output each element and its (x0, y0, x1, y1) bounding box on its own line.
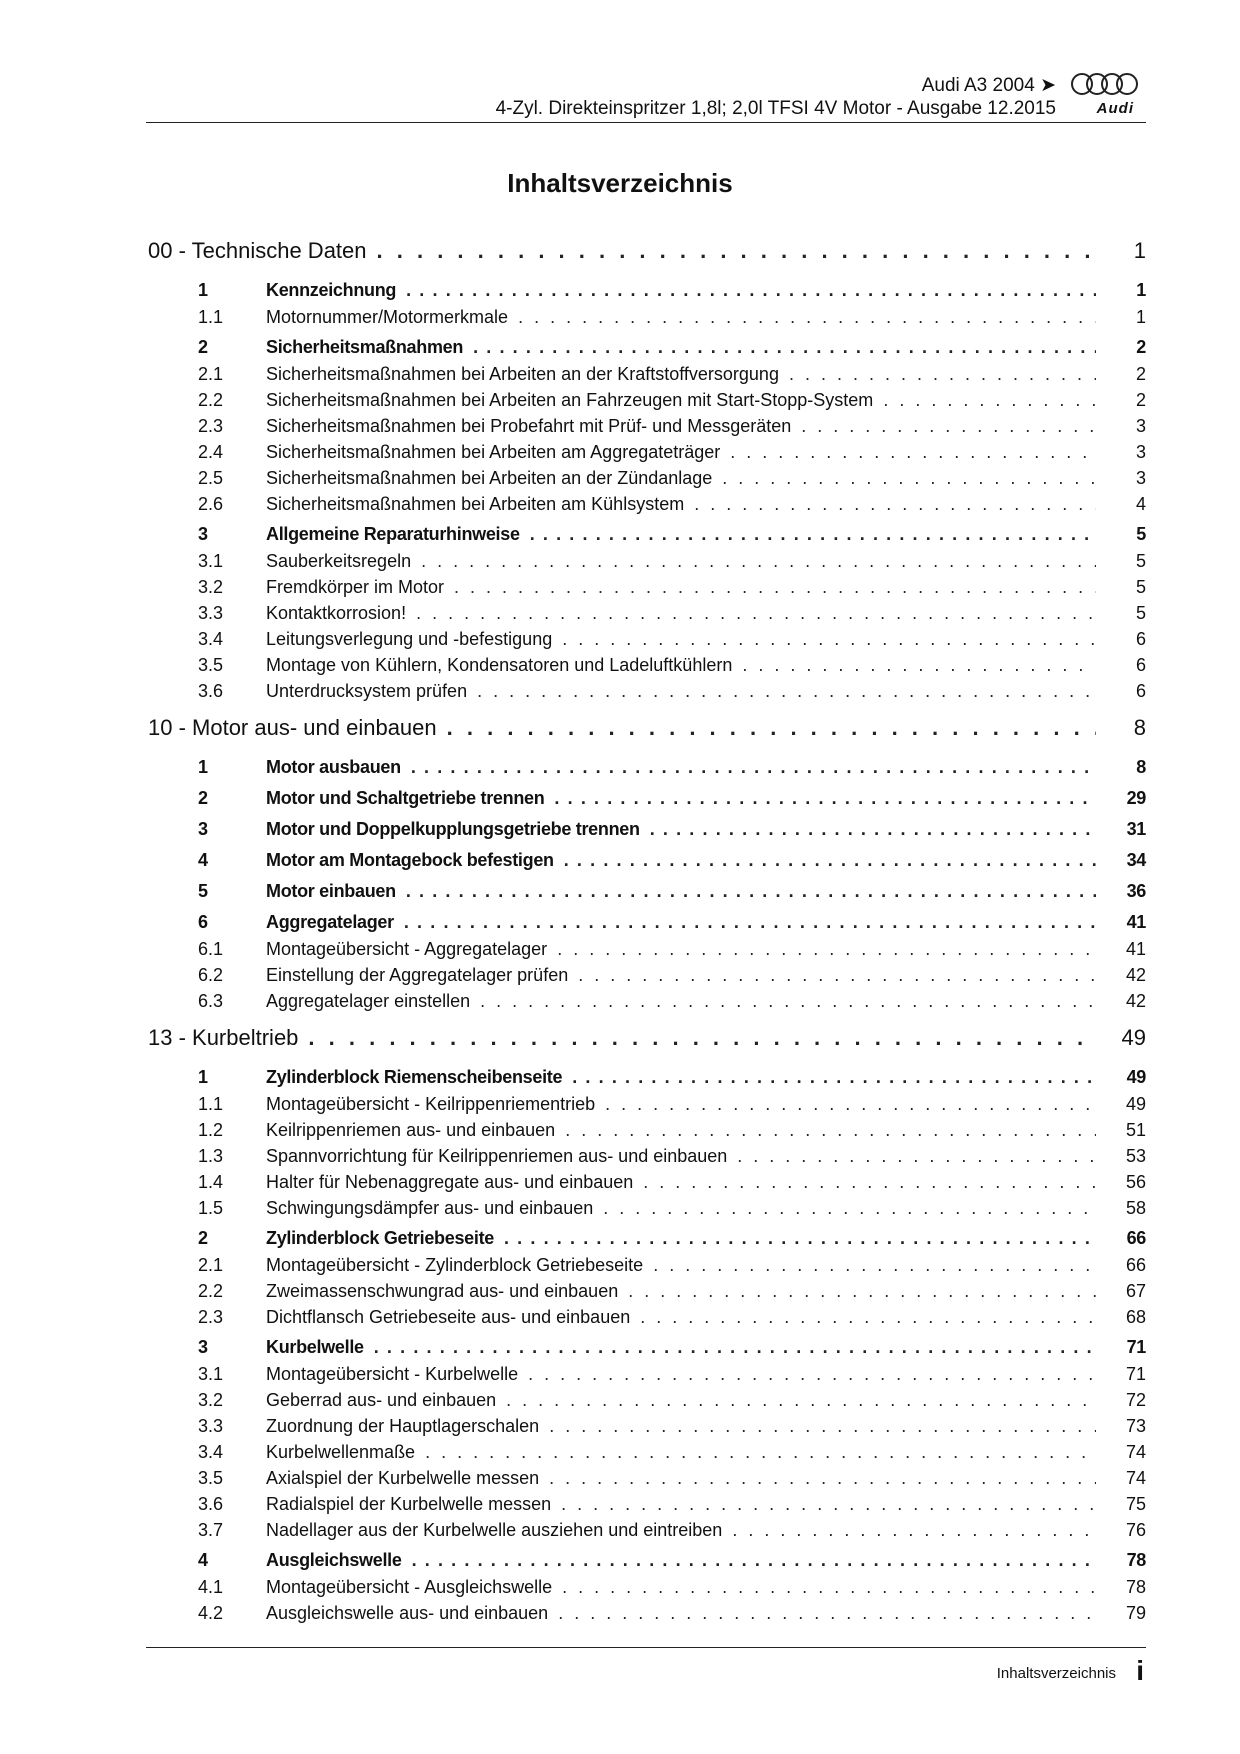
dot-leader (883, 390, 1096, 411)
toc-chapter[interactable] (148, 715, 1146, 753)
entry-title: Einstellung der Aggregatelager prüfen (266, 965, 569, 985)
entry-title: Zylinderblock Getriebeseite (266, 1228, 494, 1248)
entry-page-number: 71 (1125, 1364, 1146, 1384)
toc-subsection[interactable] (148, 1172, 1146, 1198)
footer-label: Inhaltsverzeichnis (996, 1665, 1116, 1682)
entry-title: Montageübersicht - Aggregatelager (266, 939, 548, 959)
entry-title: Sicherheitsmaßnahmen bei Arbeiten am Aggregateträger (266, 442, 721, 462)
entry-number: 6.3 (198, 991, 224, 1011)
header-rule (146, 122, 1146, 123)
entry-title: Zweimassenschwungrad aus- und einbauen (266, 1281, 619, 1301)
entry-page-number: 76 (1125, 1520, 1146, 1540)
entry-page-number: 66 (1126, 1228, 1146, 1248)
entry-title: Halter für Nebenaggregate aus- und einbauen (266, 1172, 634, 1192)
entry-page-number: 31 (1126, 819, 1146, 839)
page-title: Inhaltsverzeichnis (507, 168, 733, 198)
header-subtitle: 4-Zyl. Direkteinspritzer 1,8l; 2,0l TFSI 4V Motor - Ausgabe 12.2015 (495, 98, 1056, 119)
entry-number: 2 (198, 788, 208, 808)
dot-leader (801, 416, 1096, 437)
entry-number: 1.2 (198, 1120, 224, 1140)
toc-section[interactable] (148, 757, 1146, 784)
entry-title: Montageübersicht - Ausgleichswelle (266, 1577, 553, 1597)
dot-leader (421, 551, 1096, 572)
entry-title: Allgemeine Reparaturhinweise (266, 524, 520, 544)
toc-subsection[interactable] (148, 1120, 1146, 1146)
toc-section[interactable] (148, 881, 1146, 908)
entry-page-number: 34 (1126, 850, 1146, 870)
dot-leader (789, 364, 1096, 385)
entry-page-number: 6 (1135, 681, 1146, 701)
entry-title: Nadellager aus der Kurbelwelle ausziehen und eintreiben (266, 1520, 723, 1540)
entry-page-number: 56 (1125, 1172, 1146, 1192)
entry-page-number: 5 (1135, 577, 1146, 597)
dot-leader (578, 965, 1096, 986)
entry-number: 2 (198, 1228, 208, 1248)
entry-page-number: 1 (1135, 307, 1146, 327)
entry-page-number: 72 (1125, 1390, 1146, 1410)
dot-leader (504, 1228, 1096, 1249)
dot-leader (549, 1416, 1096, 1437)
dot-leader (528, 1364, 1096, 1385)
toc-subsection[interactable] (148, 991, 1146, 1017)
entry-page-number: 71 (1126, 1337, 1146, 1357)
entry-page-number: 74 (1125, 1442, 1146, 1462)
dot-leader (722, 468, 1096, 489)
dot-leader (518, 307, 1096, 328)
toc-subsection[interactable] (148, 390, 1146, 416)
entry-page-number: 5 (1136, 524, 1146, 544)
entry-number: 4.2 (198, 1603, 224, 1623)
entry-title: Kurbelwelle (266, 1337, 364, 1357)
dot-leader (605, 1094, 1096, 1115)
entry-page-number: 41 (1125, 939, 1146, 959)
entry-page-number: 1 (1136, 280, 1146, 300)
entry-page-number: 66 (1125, 1255, 1146, 1275)
toc-subsection[interactable] (148, 416, 1146, 442)
entry-page-number: 3 (1135, 442, 1146, 462)
dot-leader (628, 1281, 1096, 1302)
dot-leader (411, 757, 1096, 778)
entry-page-number: 79 (1125, 1603, 1146, 1623)
entry-title: Schwingungsdämpfer aus- und einbauen (266, 1198, 594, 1218)
toc-section[interactable] (148, 1228, 1146, 1255)
entry-title: Leitungsverlegung und -befestigung (266, 629, 553, 649)
entry-page-number: 2 (1135, 364, 1146, 384)
dot-leader (447, 715, 1096, 741)
entry-title: Spannvorrichtung für Keilrippenriemen aus- und einbauen (266, 1146, 728, 1166)
toc-subsection[interactable] (148, 1520, 1146, 1546)
entry-page-number: 78 (1125, 1577, 1146, 1597)
table-of-contents (148, 238, 1146, 1629)
entry-number: 1.4 (198, 1172, 224, 1192)
entry-title: Fremdkörper im Motor (266, 577, 445, 597)
entry-title: Geberrad aus- und einbauen (266, 1390, 497, 1410)
toc-subsection[interactable] (148, 364, 1146, 390)
entry-number: 3.5 (198, 655, 224, 675)
toc-section[interactable] (148, 1550, 1146, 1577)
toc-subsection[interactable] (148, 1442, 1146, 1468)
page-header (146, 70, 1146, 122)
entry-page-number: 49 (1121, 1025, 1146, 1050)
toc-subsection[interactable] (148, 629, 1146, 655)
entry-number: 3 (198, 524, 208, 544)
entry-page-number: 42 (1125, 991, 1146, 1011)
toc-subsection[interactable] (148, 1281, 1146, 1307)
entry-page-number: 3 (1135, 468, 1146, 488)
toc-subsection[interactable] (148, 1390, 1146, 1416)
entry-number: 2.1 (198, 364, 224, 384)
dot-leader (425, 1442, 1096, 1463)
entry-title: Montageübersicht - Kurbelwelle (266, 1364, 519, 1384)
entry-title: Keilrippenriemen aus- und einbauen (266, 1120, 556, 1140)
dot-leader (530, 524, 1096, 545)
entry-page-number: 49 (1126, 1067, 1146, 1087)
entry-page-number: 1 (1133, 238, 1146, 263)
toc-section[interactable] (148, 1337, 1146, 1364)
entry-number: 1.5 (198, 1198, 224, 1218)
entry-number: 2.3 (198, 416, 224, 436)
entry-number: 2.2 (198, 1281, 224, 1301)
entry-title: Kontaktkorrosion! (266, 603, 407, 623)
entry-number: 3.4 (198, 629, 224, 649)
entry-number: 4 (198, 1550, 208, 1570)
entry-number: 5 (198, 881, 208, 901)
entry-number: 6.2 (198, 965, 224, 985)
entry-number: 3.6 (198, 681, 224, 701)
dot-leader (653, 1255, 1096, 1276)
toc-subsection[interactable] (148, 494, 1146, 520)
entry-number: 1.1 (198, 1094, 224, 1114)
audi-logo (1066, 70, 1146, 120)
entry-number: 2.4 (198, 442, 224, 462)
dot-leader (558, 1603, 1096, 1624)
entry-number: 1.3 (198, 1146, 224, 1166)
entry-title: Motornummer/Motormerkmale (266, 307, 509, 327)
entry-number: 3.5 (198, 1468, 224, 1488)
entry-number: 4.1 (198, 1577, 224, 1597)
entry-title: Kennzeichnung (266, 280, 397, 300)
dot-leader (404, 912, 1096, 933)
entry-page-number: 4 (1135, 494, 1146, 514)
dot-leader (480, 991, 1096, 1012)
entry-title: Aggregatelager (266, 912, 394, 932)
toc-subsection[interactable] (148, 939, 1146, 965)
toc-chapter[interactable] (148, 238, 1146, 276)
entry-title: Zylinderblock Riemenscheibenseite (266, 1067, 563, 1087)
footer-rule (146, 1647, 1146, 1648)
entry-page-number: 49 (1125, 1094, 1146, 1114)
entry-title: Ausgleichswelle (266, 1550, 402, 1570)
dot-leader (473, 337, 1096, 358)
entry-page-number: 36 (1126, 881, 1146, 901)
entry-page-number: 29 (1126, 788, 1146, 808)
entry-page-number: 2 (1136, 337, 1146, 357)
entry-page-number: 78 (1126, 1550, 1146, 1570)
entry-number: 2.1 (198, 1255, 224, 1275)
entry-title: Motor und Doppelkupplungsgetriebe trennen (266, 819, 640, 839)
entry-number: 6.1 (198, 939, 224, 959)
entry-number: 3.3 (198, 1416, 224, 1436)
entry-title: Aggregatelager einstellen (266, 991, 471, 1011)
entry-page-number: 53 (1125, 1146, 1146, 1166)
toc-subsection[interactable] (148, 1416, 1146, 1442)
entry-title: Sicherheitsmaßnahmen bei Arbeiten an der Zündanlage (266, 468, 713, 488)
audi-rings-icon (1066, 70, 1146, 100)
audi-logo-text: Audi (1096, 100, 1134, 117)
entry-number: 3.3 (198, 603, 224, 623)
entry-number: 3.2 (198, 1390, 224, 1410)
toc-subsection[interactable] (148, 1603, 1146, 1629)
entry-title: 00 - Technische Daten (148, 238, 367, 263)
entry-title: Sicherheitsmaßnahmen bei Arbeiten am Kühlsystem (266, 494, 685, 514)
entry-title: Sicherheitsmaßnahmen bei Probefahrt mit Prüf- und Messgeräten (266, 416, 792, 436)
entry-page-number: 75 (1125, 1494, 1146, 1514)
dot-leader (406, 881, 1096, 902)
entry-number: 2 (198, 337, 208, 357)
dot-leader (557, 939, 1096, 960)
entry-page-number: 67 (1125, 1281, 1146, 1301)
entry-number: 3.4 (198, 1442, 224, 1462)
dot-leader (562, 1577, 1096, 1598)
entry-page-number: 41 (1126, 912, 1146, 932)
entry-title: Motor ausbauen (266, 757, 401, 777)
entry-title: 13 - Kurbeltrieb (148, 1025, 299, 1050)
entry-title: Kurbelwellenmaße (266, 1442, 416, 1462)
toc-subsection[interactable] (148, 1494, 1146, 1520)
entry-number: 3.1 (198, 551, 224, 571)
entry-number: 4 (198, 850, 208, 870)
entry-title: Motor am Montagebock befestigen (266, 850, 554, 870)
toc-subsection[interactable] (148, 681, 1146, 707)
toc-subsection[interactable] (148, 1255, 1146, 1281)
page-footer (146, 1647, 1146, 1686)
dot-leader (406, 280, 1096, 301)
dot-leader (732, 1520, 1096, 1541)
entry-title: Dichtflansch Getriebeseite aus- und einbauen (266, 1307, 631, 1327)
entry-number: 3.6 (198, 1494, 224, 1514)
entry-page-number: 74 (1125, 1468, 1146, 1488)
header-model: Audi A3 2004 ➤ (921, 75, 1056, 96)
dot-leader (554, 788, 1096, 809)
footer-page-number: i (1136, 1655, 1144, 1686)
entry-page-number: 8 (1136, 757, 1146, 777)
toc-subsection[interactable] (148, 1146, 1146, 1172)
entry-page-number: 42 (1125, 965, 1146, 985)
dot-leader (477, 681, 1096, 702)
toc-subsection[interactable] (148, 307, 1146, 333)
entry-number: 1 (198, 1067, 208, 1087)
dot-leader (640, 1307, 1096, 1328)
toc-subsection[interactable] (148, 577, 1146, 603)
toc-section[interactable] (148, 524, 1146, 551)
entry-title: Motor und Schaltgetriebe trennen (266, 788, 545, 808)
entry-number: 2.6 (198, 494, 224, 514)
toc-subsection[interactable] (148, 1307, 1146, 1333)
entry-page-number: 3 (1135, 416, 1146, 436)
toc-subsection[interactable] (148, 551, 1146, 577)
toc-subsection[interactable] (148, 603, 1146, 629)
dot-leader (412, 1550, 1096, 1571)
entry-number: 3.7 (198, 1520, 224, 1540)
toc-subsection[interactable] (148, 468, 1146, 494)
entry-number: 1.1 (198, 307, 224, 327)
dot-leader (308, 1025, 1096, 1051)
dot-leader (374, 1337, 1096, 1358)
dot-leader (694, 494, 1096, 515)
toc-section[interactable] (148, 912, 1146, 939)
entry-number: 3.2 (198, 577, 224, 597)
dot-leader (562, 629, 1096, 650)
entry-page-number: 51 (1125, 1120, 1146, 1140)
toc-subsection[interactable] (148, 1094, 1146, 1120)
entry-title: Montageübersicht - Zylinderblock Getriebeseite (266, 1255, 644, 1275)
entry-title: Montageübersicht - Keilrippenriementrieb (266, 1094, 596, 1114)
entry-page-number: 5 (1135, 551, 1146, 571)
dot-leader (454, 577, 1096, 598)
entry-title: Sicherheitsmaßnahmen bei Arbeiten an der Kraftstoffversorgung (266, 364, 779, 384)
toc-subsection[interactable] (148, 1468, 1146, 1494)
dot-leader (506, 1390, 1096, 1411)
entry-number: 3.1 (198, 1364, 224, 1384)
entry-title: Sauberkeitsregeln (266, 551, 412, 571)
entry-number: 3 (198, 1337, 208, 1357)
dot-leader (416, 603, 1096, 624)
entry-number: 6 (198, 912, 208, 932)
entry-page-number: 5 (1135, 603, 1146, 623)
toc-subsection[interactable] (148, 655, 1146, 681)
entry-title: Motor einbauen (266, 881, 396, 901)
entry-number: 3 (198, 819, 208, 839)
entry-title: 10 - Motor aus- und einbauen (148, 715, 437, 740)
dot-leader (730, 442, 1096, 463)
entry-number: 1 (198, 280, 208, 300)
dot-leader (572, 1067, 1096, 1088)
toc-subsection[interactable] (148, 1577, 1146, 1603)
toc-section[interactable] (148, 1067, 1146, 1094)
entry-title: Zuordnung der Hauptlagerschalen (266, 1416, 540, 1436)
dot-leader (564, 850, 1096, 871)
entry-page-number: 68 (1125, 1307, 1146, 1327)
toc-subsection[interactable] (148, 1198, 1146, 1224)
entry-title: Unterdrucksystem prüfen (266, 681, 468, 701)
entry-page-number: 8 (1133, 715, 1146, 740)
toc-section[interactable] (148, 788, 1146, 815)
toc-subsection[interactable] (148, 442, 1146, 468)
toc-chapter[interactable] (148, 1025, 1146, 1063)
dot-leader (742, 655, 1096, 676)
dot-leader (737, 1146, 1096, 1167)
dot-leader (377, 238, 1096, 264)
entry-page-number: 6 (1135, 629, 1146, 649)
entry-title: Montage von Kühlern, Kondensatoren und Ladeluftkühlern (266, 655, 733, 675)
dot-leader (603, 1198, 1096, 1219)
toc-subsection[interactable] (148, 1364, 1146, 1390)
entry-title: Axialspiel der Kurbelwelle messen (266, 1468, 540, 1488)
toc-section[interactable] (148, 850, 1146, 877)
entry-title: Ausgleichswelle aus- und einbauen (266, 1603, 549, 1623)
entry-page-number: 58 (1125, 1198, 1146, 1218)
entry-page-number: 6 (1135, 655, 1146, 675)
toc-section[interactable] (148, 280, 1146, 307)
entry-page-number: 73 (1125, 1416, 1146, 1436)
entry-title: Sicherheitsmaßnahmen bei Arbeiten an Fahrzeugen mit Start-Stopp-System (266, 390, 874, 410)
toc-section[interactable] (148, 337, 1146, 364)
entry-number: 1 (198, 757, 208, 777)
entry-number: 2.2 (198, 390, 224, 410)
dot-leader (565, 1120, 1096, 1141)
dot-leader (650, 819, 1096, 840)
entry-title: Sicherheitsmaßnahmen (266, 337, 464, 357)
dot-leader (643, 1172, 1096, 1193)
dot-leader (561, 1494, 1096, 1515)
entry-title: Radialspiel der Kurbelwelle messen (266, 1494, 552, 1514)
toc-subsection[interactable] (148, 965, 1146, 991)
toc-section[interactable] (148, 819, 1146, 846)
entry-page-number: 2 (1135, 390, 1146, 410)
entry-number: 2.3 (198, 1307, 224, 1327)
dot-leader (549, 1468, 1096, 1489)
entry-number: 2.5 (198, 468, 224, 488)
